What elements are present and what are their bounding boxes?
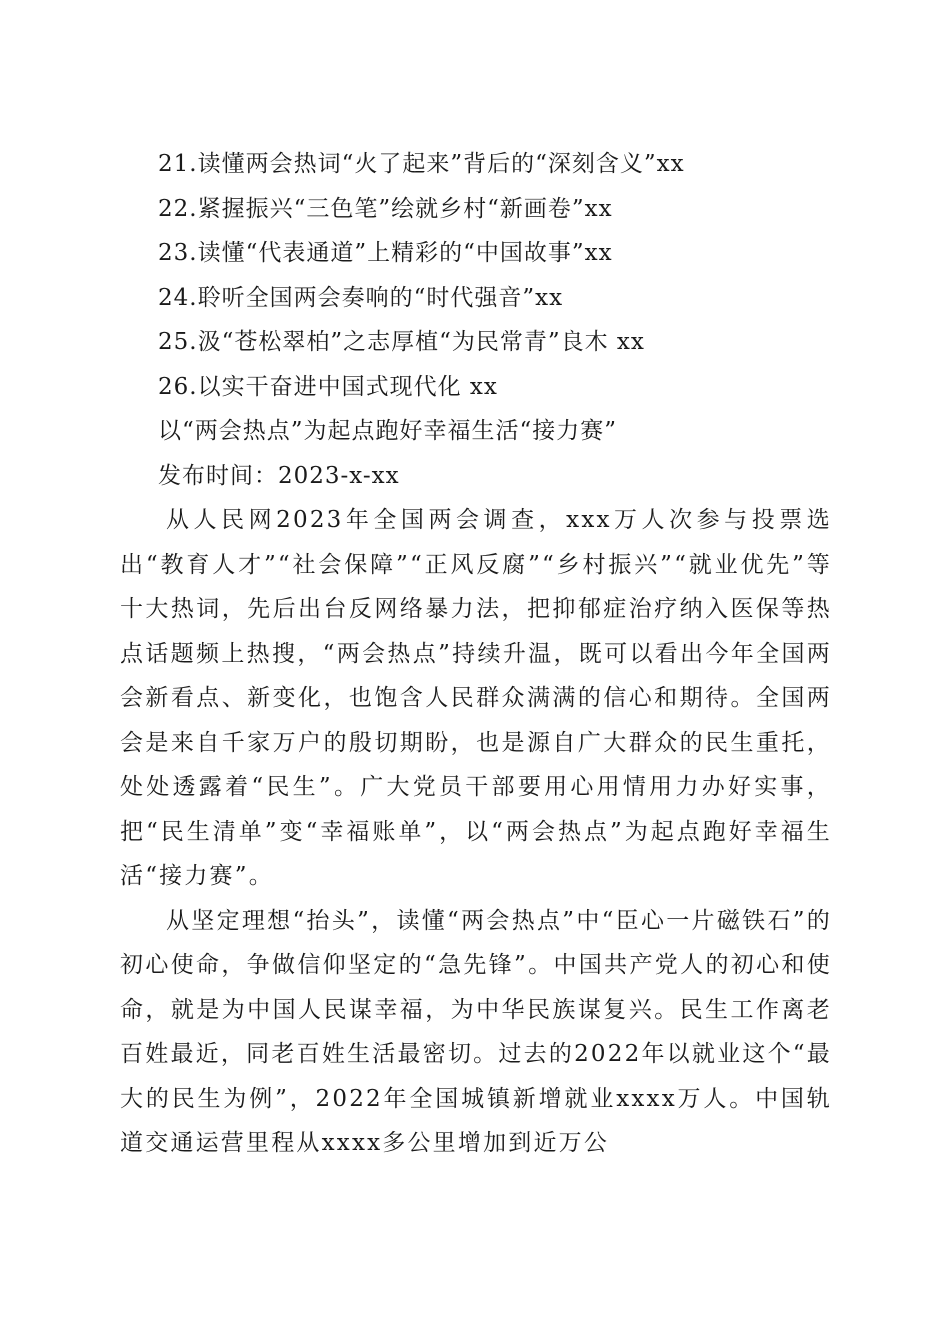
list-item: 25.汲“苍松翠柏”之志厚植“为民常青”良木 xx: [158, 329, 645, 355]
article-paragraph: 从人民网2023年全国两会调查，xxx万人次参与投票选出“教育人才”“社会保障”“正风反腐”“乡村振兴”“就业优先”等十大热词，先后出台反网络暴力法，把抑郁症治疗纳入医保等热点话题频上热搜，“两会热点”持续升温，既可以看出今年全国两会新看点、新变化，也饱含人民群众满满的信心和期待。全国两会是来自千家万户的殷切期盼，也是源自广大群众的民生重托，处处透露着“民生”。广大党员干部要用心用情用力办好实事，把“民生清单”变“幸福账单”，以“两会热点”为起点跑好幸福生活“接力赛”。: [120, 507, 832, 889]
article-header: [120, 409, 832, 498]
list-item: 26.以实干奋进中国式现代化 xx: [158, 373, 498, 400]
article-body: [120, 498, 832, 1166]
article-title: 以“两会热点”为起点跑好幸福生活“接力赛”: [158, 418, 618, 444]
list-item: 23.读懂“代表通道”上精彩的“中国故事”xx: [158, 240, 613, 266]
article-paragraph: 从坚定理想“抬头”，读懂“两会热点”中“臣心一片磁铁石”的初心使命，争做信仰坚定的“急先锋”。中国共产党人的初心和使命，就是为中国人民谋幸福，为中华民族谋复兴。民生工作离老百姓最近，同老百姓生活最密切。过去的2022年以就业这个“最大的民生为例”，2022年全国城镇新增就业xxxx万人。中国轨道交通运营里程从xxxx多公里增加到近万公: [120, 907, 832, 1156]
related-articles-list: [158, 142, 858, 409]
list-item: 24.聆听全国两会奏响的“时代强音”xx: [158, 284, 564, 311]
publish-date: 发布时间：2023-x-xx: [158, 462, 400, 489]
list-item: 21.读懂两会热词“火了起来”背后的“深刻含义”xx: [158, 151, 685, 177]
list-item: 22.紧握振兴“三色笔”绘就乡村“新画卷”xx: [158, 195, 613, 222]
